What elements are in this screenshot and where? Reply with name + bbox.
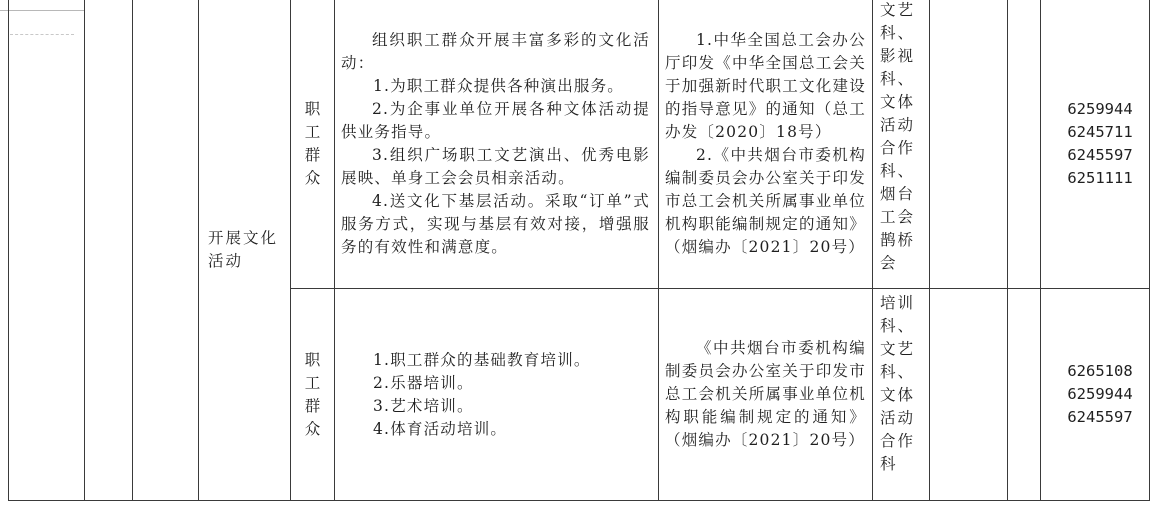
phone-number: 6259944 [1067,385,1133,403]
object-cell [291,289,335,501]
content-line: 4.体育活动培训。 [373,419,508,438]
empty-cell [930,289,1008,501]
content-line: 1.职工群众的基础教育培训。 [373,350,591,369]
basis-cell [659,289,873,501]
department-cell [873,289,930,501]
table-row [9,0,1150,289]
content-line: 3.组织广场职工文艺演出、优秀电影展映、单身工会会员相亲活动。 [341,145,650,187]
basis-cell [659,0,873,289]
department-cell [873,0,930,289]
phone-cell [1041,289,1150,501]
content-line: 2.乐器培训。 [373,373,474,392]
basis-line: 1.中华全国总工会办公厅印发《中华全国总工会关于加强新时代职工文化建设的指导意见》的通知（总工办发〔2020〕18号） [665,30,866,141]
phone-number: 6251111 [1067,168,1133,187]
service-object: 职工群众 [304,350,321,438]
empty-cell [85,0,133,501]
content-line: 2.为企事业单位开展各种文体活动提供业务指导。 [341,99,650,141]
empty-cell [133,0,199,501]
content-line: 4.送文化下基层活动。采取“订单”式服务方式，实现与基层有效对接，增强服务的有效性和满意度。 [341,191,650,256]
phone-number: 6245597 [1067,145,1133,164]
content-cell [335,0,659,289]
phone-number: 6245597 [1067,408,1133,426]
service-object: 职工群众 [304,99,321,187]
phone-number: 6245711 [1067,122,1133,141]
catalog-cell [199,0,291,501]
content-line: 组织职工群众开展丰富多彩的文化活动： [341,30,650,72]
phone-cell [1041,0,1150,289]
basis-line: 2.《中共烟台市委机构编制委员会办公室关于印发市总工会机关所属事业单位机构职能编制规定的通知》（烟编办〔2021〕20号） [665,145,866,256]
object-cell [291,0,335,289]
service-table [8,0,1150,501]
content-line: 1.为职工群众提供各种演出服务。 [373,76,624,95]
basis-line: 《中共烟台市委机构编制委员会办公室关于印发市总工会机关所属事业单位机构职能编制规定的通知》（烟编办〔2021〕20号） [665,339,866,449]
empty-cell [1008,289,1041,501]
department-text: 培训科、文艺科、文体活动合作科 [880,294,916,473]
empty-cell [1008,0,1041,289]
empty-cell [9,0,85,501]
catalog-text: 开展文化活动 [208,228,279,270]
content-cell [335,289,659,501]
empty-cell [930,0,1008,289]
phone-number: 6259944 [1067,99,1133,118]
content-line: 3.艺术培训。 [373,396,474,415]
department-text: 文艺科、影视科、文体活动合作科、烟台工会鹊桥会 [880,1,916,272]
phone-number: 6265108 [1067,362,1133,380]
